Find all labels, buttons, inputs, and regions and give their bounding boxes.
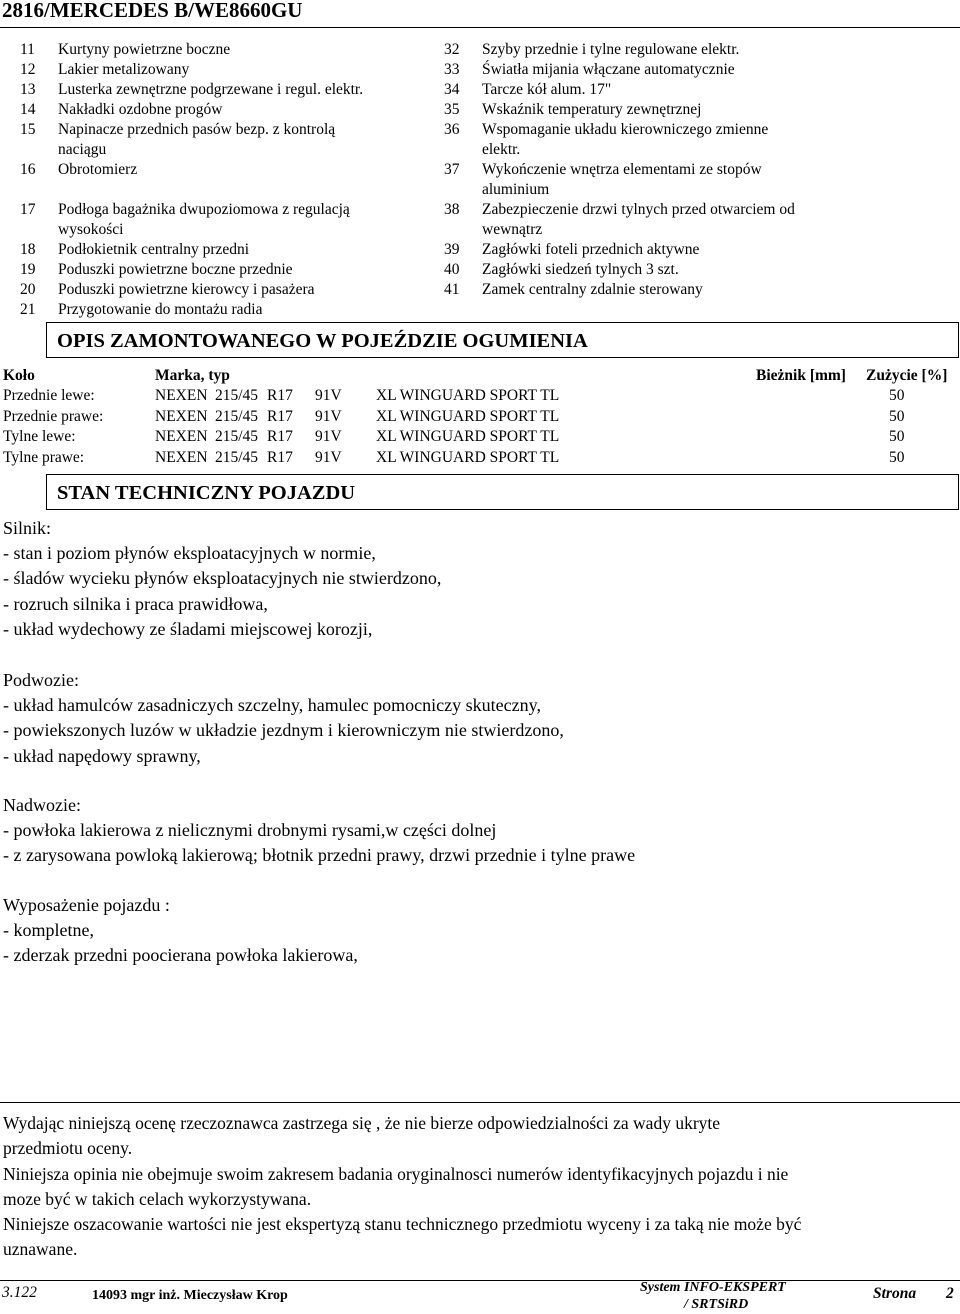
condition-section-label: Nadwozie: [3,795,81,815]
tire-row [0,386,960,406]
equipment-number: 14 [20,101,36,118]
equipment-number: 21 [20,301,36,318]
system-name: System INFO-EKSPERT [640,1280,786,1295]
condition-line: - powłoka lakierowa z nielicznymi drobnymi rysami,w części dolnej [3,820,497,841]
tire-rim: R17 [267,407,293,425]
tire-size: 215/45 [215,387,259,404]
equipment-label: Wskaźnik temperatury zewnętrznej [482,101,702,118]
equipment-label-continued: naciągu [58,141,107,158]
tire-row [0,407,960,427]
tire-size: 215/45 [215,407,259,425]
equipment-label: Napinacze przednich pasów bezp. z kontrolą [58,121,336,138]
tire-model: XL WINGUARD SPORT TL [376,407,560,425]
equipment-label: Lusterka zewnętrzne podgrzewane i regul. elektr. [58,81,364,98]
equipment-number: 20 [20,281,36,298]
equipment-number: 33 [444,61,460,78]
condition-section [3,668,564,769]
tire-load-index: 91V [315,407,342,425]
equipment-label: Zagłówki siedzeń tylnych 3 szt. [482,261,679,278]
condition-section [3,893,358,969]
condition-line: - śladów wycieku płynów eksploatacyjnych nie stwierdzono, [3,568,442,589]
tire-wheel: Przednie lewe: [3,387,95,404]
tire-model: XL WINGUARD SPORT TL [376,448,560,466]
tire-wear: 50 [889,448,905,466]
tire-wheel: Tylne lewe: [3,428,76,445]
equipment-number: 39 [444,241,460,258]
equipment-label: Wykończenie wnętrza elementami ze stopów [482,161,762,178]
tire-row [0,448,960,468]
equipment-number: 19 [20,261,36,278]
disclaimer [3,1111,958,1263]
equipment-number: 13 [20,81,36,98]
equipment-label: Światła mijania włączane automatycznie [482,61,735,78]
tire-size: 215/45 [215,428,259,445]
tire-load-index: 91V [315,428,342,445]
condition-line: - stan i poziom płynów eksploatacyjnych w normie, [3,543,376,564]
condition-line: - powiekszonych luzów w układzie jezdnym i kierowniczym nie stwierdzono, [3,720,564,741]
equipment-list-left [20,40,420,320]
col-header-wear: Zużycie [%] [866,367,948,384]
tire-model: XL WINGUARD SPORT TL [376,428,560,445]
footer-bottom-divider [0,1280,960,1281]
equipment-label: Przygotowanie do montażu radia [58,301,263,318]
equipment-label: Zamek centralny zdalnie sterowany [482,281,703,298]
equipment-number: 16 [20,161,36,178]
tires-table [0,366,960,470]
disclaimer-line: uznawane. [3,1239,78,1260]
tire-rim: R17 [267,387,293,404]
equipment-label: Szyby przednie i tylne regulowane elektr. [482,41,740,58]
equipment-number: 40 [444,261,460,278]
equipment-number: 18 [20,241,36,258]
equipment-label: Tarcze kół alum. 17" [482,81,612,98]
equipment-label: Obrotomierz [58,161,138,178]
equipment-label-continued: wysokości [58,221,124,238]
equipment-number: 41 [444,281,460,298]
tire-size: 215/45 [215,448,259,466]
tire-load-index: 91V [315,448,342,466]
condition-line: - kompletne, [3,920,94,941]
equipment-label: Nakładki ozdobne progów [58,101,223,118]
equipment-number: 38 [444,201,460,218]
disclaimer-line: Niniejsza opinia nie obejmuje swoim zakresem badania oryginalnosci numerów identyfikacyjnych pojazdu i nie [3,1163,789,1184]
condition-heading: STAN TECHNICZNY POJAZDU [57,482,356,504]
condition-line: - rozruch silnika i praca prawidłowa, [3,593,268,614]
equipment-number: 36 [444,121,460,138]
system-subname: / SRTSiRD [684,1297,749,1312]
equipment-label: Wspomaganie układu kierowniczego zmienne [482,121,769,138]
condition-section-label: Silnik: [3,518,52,538]
condition-line: - zderzak przedni poocierana powłoka lakierowa, [3,945,358,966]
condition-section [3,793,635,869]
equipment-list-right [444,40,954,300]
disclaimer-line: Wydając niniejszą ocenę rzeczoznawca zastrzega się , że nie bierze odpowiedzialności za wady ukryte [3,1113,721,1133]
tire-rim: R17 [267,448,293,466]
condition-line: - układ wydechowy ze śladami miejscowej korozji, [3,618,373,639]
footer-top-divider [0,1102,960,1103]
tire-wheel: Tylne prawe: [3,448,85,466]
equipment-number: 11 [20,41,35,58]
equipment-number: 12 [20,61,36,78]
tire-rim: R17 [267,428,293,445]
equipment-number: 34 [444,81,460,98]
equipment-number: 32 [444,41,460,58]
tire-wear: 50 [889,428,905,445]
tire-wear: 50 [889,407,905,425]
equipment-label: Kurtyny powietrzne boczne [58,41,231,58]
col-header-wheel: Koło [3,367,35,384]
equipment-label: Zabezpieczenie drzwi tylnych przed otwarciem od [482,201,795,218]
equipment-label-continued: wewnątrz [482,221,543,238]
equipment-number: 17 [20,201,36,218]
equipment-label-continued: aluminium [482,181,550,198]
tire-load-index: 91V [315,387,342,404]
page-label: Strona [873,1285,917,1302]
equipment-label: Poduszki powietrzne boczne przednie [58,261,293,278]
tires-heading: OPIS ZAMONTOWANEGO W POJEŹDZIE OGUMIENIA [57,330,588,352]
tire-row [0,427,960,447]
tire-wear: 50 [889,387,905,404]
tire-wheel: Przednie prawe: [3,407,104,425]
disclaimer-line: moze być w takich celach wykorzystywana. [3,1188,312,1209]
condition-section-label: Podwozie: [3,670,79,690]
disclaimer-line: przedmiotu oceny. [3,1138,133,1159]
tires-heading-box [46,322,959,358]
condition-body [3,516,958,976]
tire-brand: NEXEN [155,448,208,466]
equipment-number: 37 [444,161,460,178]
tire-brand: NEXEN [155,428,208,445]
page-number: 2 [946,1285,954,1302]
equipment-label: Podłokietnik centralny przedni [58,241,250,258]
author: 14093 mgr inż. Mieczysław Krop [92,1288,288,1303]
col-header-brand: Marka, typ [155,367,230,384]
condition-line: - układ napędowy sprawny, [3,745,201,766]
equipment-number: 35 [444,101,460,118]
condition-line: - z zarysowana powloką lakierową; błotnik przedni prawy, drzwi przednie i tylne prawe [3,845,636,866]
tire-brand: NEXEN [155,407,208,425]
condition-section [3,516,441,642]
tire-brand: NEXEN [155,387,208,404]
document-title: 2816/MERCEDES B/WE8660GU [2,0,303,22]
equipment-label: Lakier metalizowany [58,61,190,78]
condition-line: - układ hamulców zasadniczych szczelny, hamulec pomocniczy skuteczny, [3,695,541,716]
equipment-label: Zagłówki foteli przednich aktywne [482,241,700,258]
title-divider [0,27,960,28]
version-number: 3.122 [2,1284,37,1301]
equipment-label-continued: elektr. [482,141,521,158]
condition-heading-box [46,474,959,510]
equipment-label: Poduszki powietrzne kierowcy i pasażera [58,281,315,298]
disclaimer-line: Niniejsze oszacowanie wartości nie jest ekspertyzą stanu technicznego przedmiotu wyceny i za taką nie może być [3,1214,802,1235]
equipment-label: Podłoga bagażnika dwupoziomowa z regulacją [58,201,350,218]
equipment-number: 15 [20,121,36,138]
col-header-tread: Bieżnik [mm] [756,367,846,384]
condition-section-label: Wyposażenie pojazdu : [3,895,170,915]
tire-model: XL WINGUARD SPORT TL [376,387,560,404]
